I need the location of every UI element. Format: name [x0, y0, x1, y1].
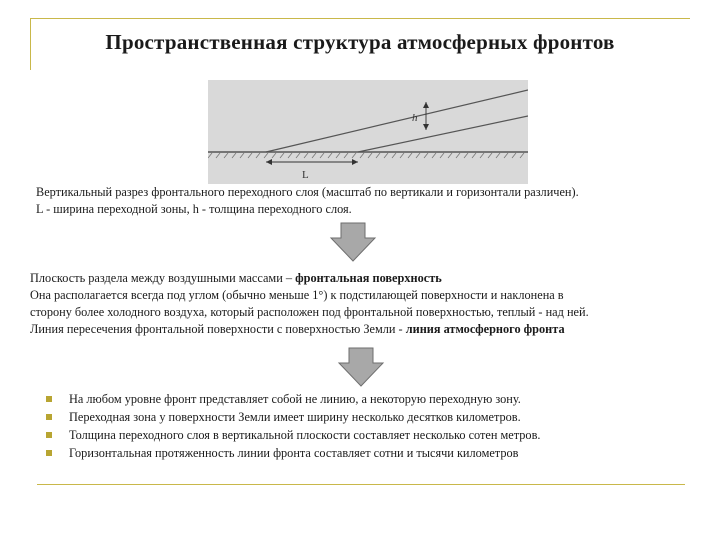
- square-bullet-icon: [46, 414, 52, 420]
- L-arrow-right: [352, 159, 358, 165]
- para-line-4: [30, 321, 700, 338]
- ground-hatch: [208, 153, 524, 158]
- term-frontal-surface: фронтальная поверхность: [295, 271, 442, 285]
- slide-title: Пространственная структура атмосферных фронтов: [105, 30, 615, 54]
- para-line-4-text: Линия пересечения фронтальной поверхности с поверхностью Земли -: [30, 322, 406, 336]
- upper-frontal-surface: [266, 90, 528, 152]
- facts-list: [46, 390, 686, 462]
- para-line-1-text: Плоскость раздела между воздушными массами –: [30, 271, 296, 285]
- L-arrow-left: [266, 159, 272, 165]
- figure-caption: [36, 184, 696, 218]
- square-bullet-icon: [46, 432, 52, 438]
- frontal-section-figure: [208, 80, 528, 184]
- list-item-text: На любом уровне фронт представляет собой не линию, а некоторую переходную зону.: [69, 392, 521, 406]
- para-line-2: Она располагается всегда под углом (обычно меньше 1°) к подстилающей поверхности и наклонена в: [30, 288, 564, 302]
- left-accent-line: [30, 18, 31, 70]
- h-label: h: [412, 112, 418, 124]
- list-item: [46, 426, 686, 444]
- frontal-section-diagram: [208, 80, 528, 184]
- caption-line-1: Вертикальный разрез фронтального переходного слоя (масштаб по вертикали и горизонтали различен).: [36, 185, 579, 199]
- L-label: L: [302, 169, 309, 181]
- list-item-text: Переходная зона у поверхности Земли имеет ширину несколько десятков километров.: [69, 410, 521, 424]
- list-item: [46, 444, 686, 462]
- down-arrow-icon: [329, 222, 377, 267]
- top-accent-line: [30, 18, 690, 19]
- square-bullet-icon: [46, 450, 52, 456]
- list-item: [46, 390, 686, 408]
- down-arrow-icon: [337, 347, 385, 392]
- para-line-3: сторону более холодного воздуха, который расположен под фронтальной поверхностью, теплый - над ней.: [30, 305, 589, 319]
- square-bullet-icon: [46, 396, 52, 402]
- list-item: [46, 408, 686, 426]
- h-arrow-up: [423, 102, 429, 108]
- para-line-1: [30, 270, 700, 287]
- caption-line-2: L - ширина переходной зоны, h - толщина переходного слоя.: [36, 202, 352, 216]
- h-arrow-down: [423, 124, 429, 130]
- term-front-line: линия атмосферного фронта: [405, 322, 565, 336]
- lower-frontal-surface: [358, 116, 528, 152]
- list-item-text: Толщина переходного слоя в вертикальной плоскости составляет несколько сотен метров.: [69, 428, 541, 442]
- bottom-accent-line: [37, 484, 685, 485]
- list-item-text: Горизонтальная протяженность линии фронта составляет сотни и тысячи километров: [69, 446, 519, 460]
- frontal-surface-paragraph: [30, 270, 700, 338]
